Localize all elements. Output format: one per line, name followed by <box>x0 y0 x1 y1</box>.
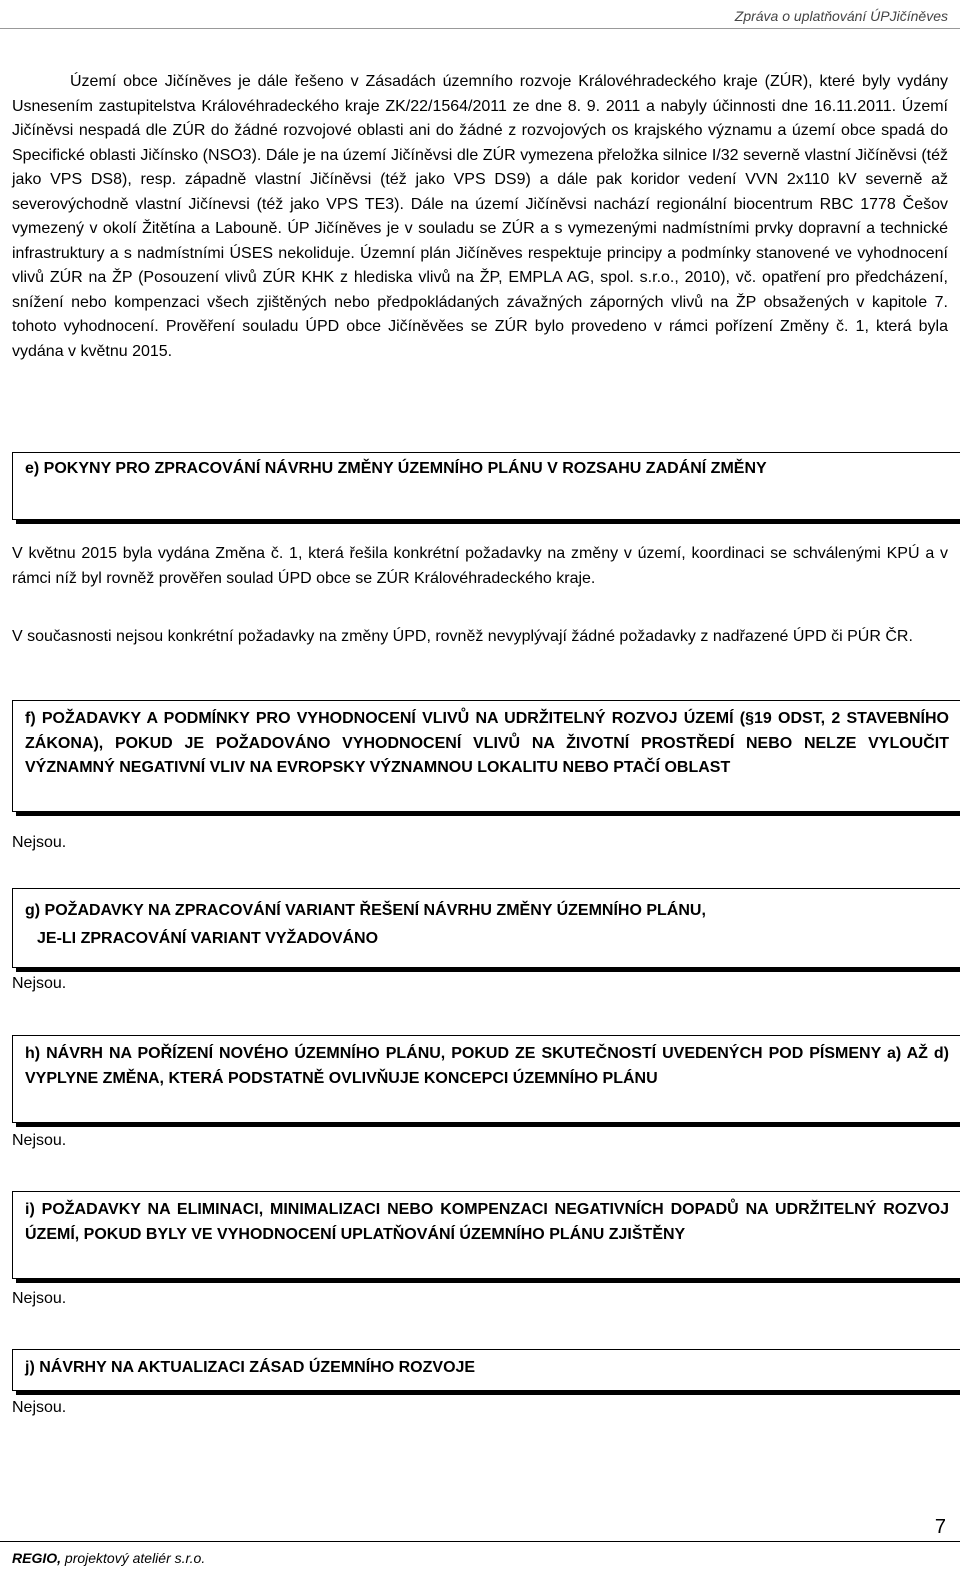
section-j-title: j) NÁVRHY NA AKTUALIZACI ZÁSAD ÚZEMNÍHO ROZVOJE <box>25 1359 476 1376</box>
footer-company <box>12 1550 205 1566</box>
section-h-heading <box>12 1035 960 1123</box>
section-f-title: f) POŽADAVKY A PODMÍNKY PRO VYHODNOCENÍ VLIVŮ NA UDRŽITELNÝ ROZVOJ ÚZEMÍ (§19 ODST, 2 STAVEBNÍHO ZÁKONA), POKUD JE POŽADOVÁNO VYHODNOCENÍ VLIVŮ NA ŽIVOTNÍ PROSTŘEDÍ NEBO NELZE VYLOUČIT VÝZNAMNÝ NEGATIVNÍ VLIV NA EVROPSKY VÝZNAMNOU LOKALITU NEBO PTAČÍ OBLAST <box>25 710 949 776</box>
section-f-answer: Nejsou. <box>12 834 67 851</box>
section-e-title: e) POKYNY PRO ZPRACOVÁNÍ NÁVRHU ZMĚNY ÚZEMNÍHO PLÁNU V ROZSAHU ZADÁNÍ ZMĚNY <box>25 460 767 477</box>
intro-paragraph: Území obce Jičíněves je dále řešeno v Zásadách územního rozvoje Královéhradeckého kraje (ZÚR), které byly vydány Usnesením zastupitelstva Královéhradeckého kraje ZK/22/1564/2011 ze dne 8. 9. 2011 a nabyly účinnosti dne 16.11.2011. Území Jičíněvsi nespadá dle ZÚR do žádné rozvojové oblasti ani do žádné z rozvojových os krajského významu a území obce spadá do Specifické oblasti Jičínsko (NSO3). Dále je na území Jičíněvsi dle ZÚR vymezena přeložka silnice I/32 severně vlastní Jičíněvsi (též jako VPS DS8), resp. západně vlastní Jičíněvsi (též jako VPS DS9) a dále pak koridor vedení VVN 2x110 kV severně až severovýchodně vlastní Jičínevsi (též jako VPS TE3). Dále na území Jičíněvsi nachází regionální biocentrum RBC 1778 Češov vymezený v okolí Žitětína a Labouně. ÚP Jičíněves je v souladu se ZÚR a s vymezenými nadmístními prvky dopravní a technické infrastruktury a s nadmístními ÚSES nekoliduje. Územní plán Jičíněves respektuje principy a podmínky stanovené ve vyhodnocení vlivů ZÚR na ŽP (Posouzení vlivů ZÚR KHK z hlediska vlivů na ŽP, EMPLA AG, spol. s.r.o., 2010), vč. opatření pro předcházení, snížení nebo kompenzaci všech zjištěných nebo předpokládaných závažných záporných vlivů na ŽP obsažených v kapitole 7. tohoto vyhodnocení. Prověření souladu ÚPD obce Jičíněvěes se ZÚR bylo provedeno v rámci pořízení Změny č. 1, která byla vydána v květnu 2015. <box>12 73 948 360</box>
section-i-heading <box>12 1191 960 1279</box>
header-divider <box>0 28 960 29</box>
section-e-paragraph-2: V současnosti nejsou konkrétní požadavky na změny ÚPD, rovněž nevyplývají žádné požadavky z nadřazené ÚPD či PÚR ČR. <box>12 628 913 645</box>
page-number: 7 <box>934 1516 946 1538</box>
section-g-heading <box>12 888 960 968</box>
section-f-heading <box>12 700 960 812</box>
section-e-heading <box>12 452 960 520</box>
section-j-answer: Nejsou. <box>12 1399 67 1416</box>
section-e-paragraph-1: V květnu 2015 byla vydána Změna č. 1, která řešila konkrétní požadavky na změny v území, koordinaci se schválenými KPÚ a v rámci níž byl rovněž prověřen soulad ÚPD obce se ZÚR Královéhradeckého kraje. <box>12 545 948 587</box>
footer-company-name: REGIO, <box>12 1550 62 1566</box>
running-header: Zpráva o uplatňování ÚPJičíněves <box>734 8 948 24</box>
section-g-answer: Nejsou. <box>12 975 67 992</box>
section-g-title-line-2: JE-LI ZPRACOVÁNÍ VARIANT VYŽADOVÁNO <box>37 929 379 947</box>
section-i-answer: Nejsou. <box>12 1290 67 1307</box>
footer-divider <box>0 1541 960 1542</box>
section-j-heading <box>12 1349 960 1391</box>
section-h-title: h) NÁVRH NA POŘÍZENÍ NOVÉHO ÚZEMNÍHO PLÁNU, POKUD ZE SKUTEČNOSTÍ UVEDENÝCH POD PÍSMENY a) AŽ d) VYPLYNE ZMĚNA, KTERÁ PODSTATNĚ OVLIVŇUJE KONCEPCI ÚZEMNÍHO PLÁNU <box>25 1045 949 1087</box>
section-h-answer: Nejsou. <box>12 1132 67 1149</box>
footer-company-rest: projektový ateliér s.r.o. <box>61 1550 206 1566</box>
section-g-title-line-1: g) POŽADAVKY NA ZPRACOVÁNÍ VARIANT ŘEŠENÍ NÁVRHU ZMĚNY ÚZEMNÍHO PLÁNU, <box>25 902 706 919</box>
section-i-title: i) POŽADAVKY NA ELIMINACI, MINIMALIZACI NEBO KOMPENZACI NEGATIVNÍCH DOPADŮ NA UDRŽITELNÝ ROZVOJ ÚZEMÍ, POKUD BYLY VE VYHODNOCENÍ UPLATŇOVÁNÍ ÚZEMNÍHO PLÁNU ZJIŠTĚNY <box>25 1201 949 1243</box>
